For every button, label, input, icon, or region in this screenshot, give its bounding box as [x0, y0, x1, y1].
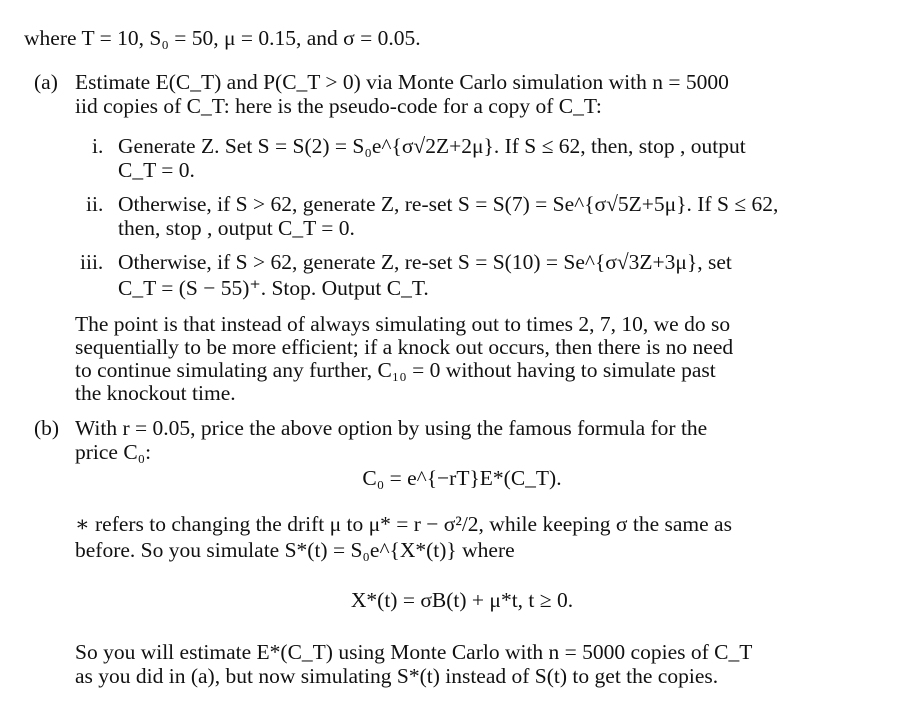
step-iii-line2: C_T = (S − 55)⁺. Stop. Output C_T. — [118, 276, 429, 300]
step-iii-label: iii. — [80, 250, 104, 274]
step-iii-line1: Otherwise, if S > 62, generate Z, re-set S = S(10) = Se^{σ√3Z+3μ}, set — [118, 250, 732, 274]
part-a-line2: iid copies of C_T: here is the pseudo-code for a copy of C_T: — [75, 94, 602, 118]
formula-price: C₀ = e^{−rT}E*(C_T). — [362, 466, 562, 490]
step-ii-line2: then, stop , output C_T = 0. — [118, 216, 355, 240]
step-ii-line1: Otherwise, if S > 62, generate Z, re-set S = S(7) = Se^{σ√5Z+5μ}. If S ≤ 62, — [118, 192, 779, 216]
part-b-line6: as you did in (a), but now simulating S*(t) instead of S(t) to get the copies. — [75, 664, 719, 688]
part-a-para-2: sequentially to be more efficient; if a knock out occurs, then there is no need — [75, 335, 734, 359]
part-a-para-3: to continue simulating any further, C₁₀ = 0 without having to simulate past — [75, 358, 716, 382]
step-i-label: i. — [92, 134, 104, 158]
part-a-line1: Estimate E(C_T) and P(C_T > 0) via Monte Carlo simulation with n = 5000 — [75, 70, 729, 94]
part-b-line1: With r = 0.05, price the above option by using the famous formula for the — [75, 416, 708, 440]
intro-line: where T = 10, S₀ = 50, μ = 0.15, and σ = 0.05. — [24, 26, 421, 50]
part-b-line5: So you will estimate E*(C_T) using Monte Carlo with n = 5000 copies of C_T — [75, 640, 753, 664]
part-a-label: (a) — [34, 70, 58, 94]
part-a-para-4: the knockout time. — [75, 381, 236, 405]
step-i-line1: Generate Z. Set S = S(2) = S₀e^{σ√2Z+2μ}. If S ≤ 62, then, stop , output — [118, 134, 746, 158]
step-ii-label: ii. — [86, 192, 104, 216]
part-a-para-1: The point is that instead of always simulating out to times 2, 7, 10, we do so — [75, 312, 731, 336]
part-b-line2: price C₀: — [75, 440, 152, 464]
part-b-label: (b) — [34, 416, 60, 440]
step-i-line2: C_T = 0. — [118, 158, 195, 182]
formula-process: X*(t) = σB(t) + μ*t, t ≥ 0. — [350, 588, 574, 612]
part-b-line4: before. So you simulate S*(t) = S₀e^{X*(t)} where — [75, 538, 515, 562]
part-b-line3: ∗ refers to changing the drift μ to μ* = r − σ²/2, while keeping σ the same as — [75, 512, 732, 536]
